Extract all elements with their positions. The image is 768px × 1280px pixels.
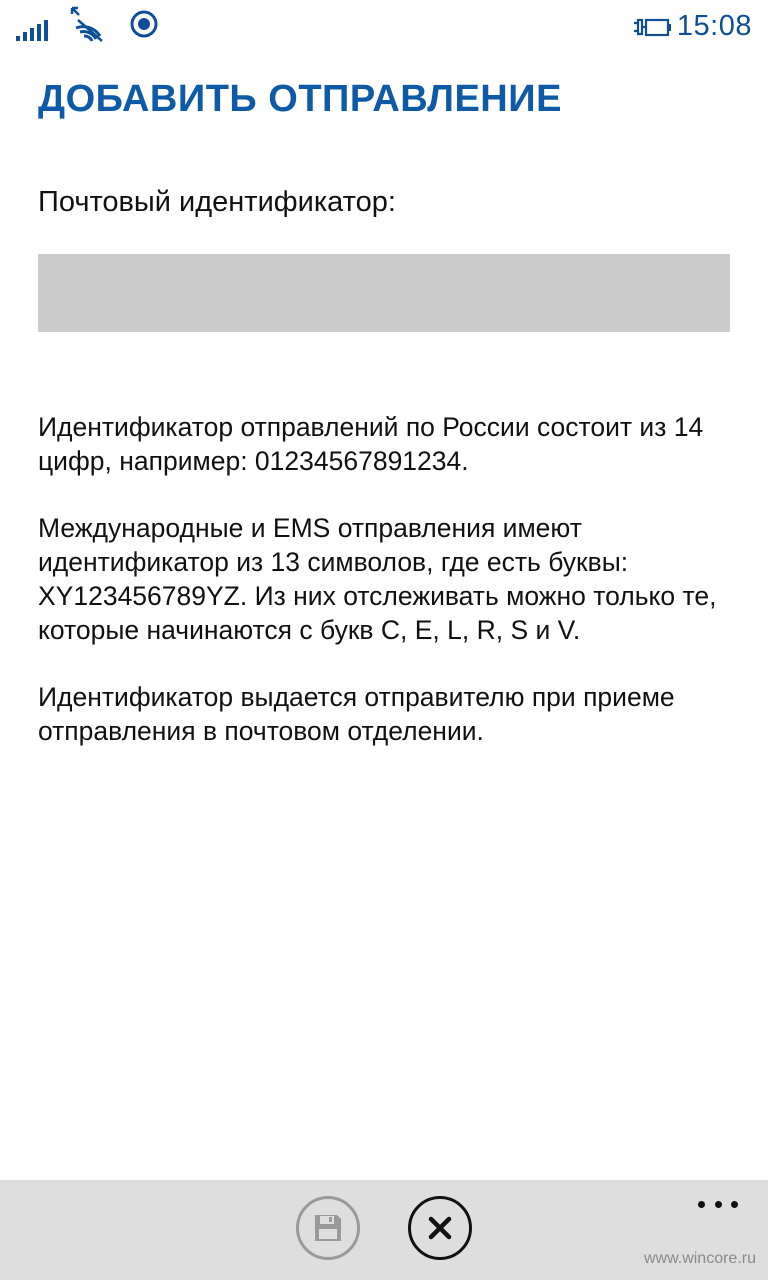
help-paragraph: Международные и EMS отправления имеют идентификатор из 13 символов, где есть буквы: XY123456789YZ. Из них отслеживать можно только те, которые начинаются с букв C, E, L, R, S и V. [38, 513, 717, 645]
signal-icon [16, 18, 48, 42]
ellipsis-icon [715, 1201, 722, 1208]
more-options-button[interactable] [698, 1194, 738, 1214]
save-button[interactable] [296, 1196, 360, 1260]
cancel-icon [426, 1214, 454, 1242]
app-bar [0, 1180, 768, 1280]
page-title: ДОБАВИТЬ ОТПРАВЛЕНИЕ [38, 78, 562, 120]
help-paragraph: Идентификатор отправлений по России состоит из 14 цифр, например: 01234567891234. [38, 412, 704, 476]
tracking-id-label: Почтовый идентификатор: [38, 186, 396, 218]
wifi-icon [70, 6, 106, 42]
tracking-id-input[interactable] [38, 254, 730, 332]
ellipsis-icon [698, 1201, 705, 1208]
help-paragraph: Идентификатор выдается отправителю при приеме отправления в почтовом отделении. [38, 682, 675, 746]
status-time: 15:08 [676, 10, 752, 42]
help-text [38, 410, 738, 781]
ellipsis-icon [731, 1201, 738, 1208]
watermark: www.wincore.ru [643, 1250, 756, 1267]
save-icon [313, 1213, 343, 1243]
status-bar [0, 0, 768, 56]
location-icon [128, 8, 160, 40]
cancel-button[interactable] [408, 1196, 472, 1260]
battery-charging-icon [632, 14, 672, 42]
